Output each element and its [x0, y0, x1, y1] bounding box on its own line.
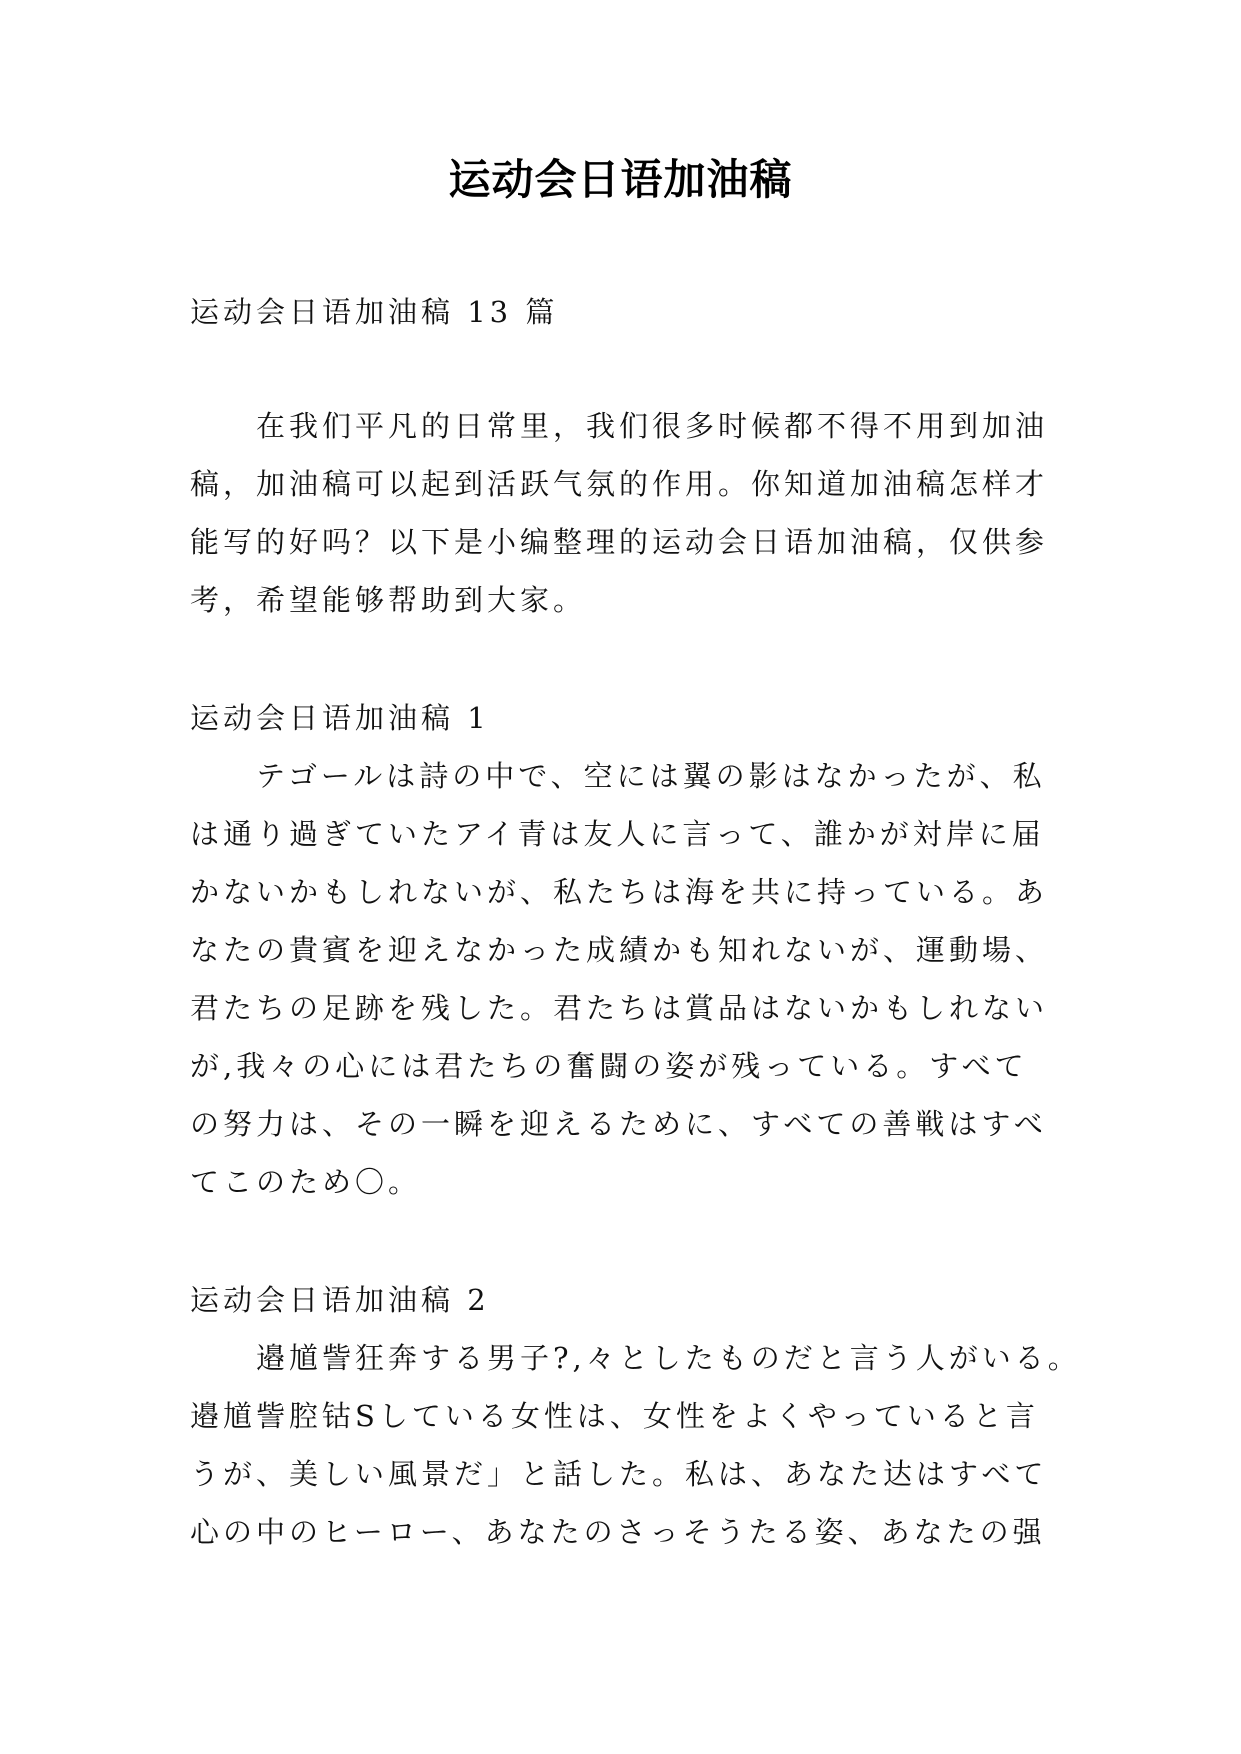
section-line: うが、美しい風景だ」と話した。私は、あなた达はすべて: [190, 1457, 1048, 1491]
section-line: 邉馗訾狂奔する男子?,々としたものだと言う人がいる。: [256, 1341, 1081, 1375]
page-title: 运动会日语加油稿: [448, 155, 793, 204]
section-line: かないかもしれないが、私たちは海を共に持っている。あ: [190, 875, 1049, 909]
section-line: が,我々の心には君たちの奮闘の姿が残っている。すべて: [190, 1049, 1028, 1083]
intro-line: 能写的好吗？以下是小编整理的运动会日语加油稿，仅供参: [190, 525, 1049, 559]
intro-line: 稿，加油稿可以起到活跃气氛的作用。你知道加油稿怎样才: [190, 467, 1049, 501]
section-line: の努力は、その一瞬を迎えるために、すべての善戦はすべ: [190, 1107, 1047, 1141]
section-line: てこのため〇。: [190, 1165, 422, 1199]
section-line: テゴールは詩の中で、空には翼の影はなかったが、私: [256, 759, 1046, 793]
intro-line: 考，希望能够帮助到大家。: [190, 583, 587, 617]
section-line: 君たちの足跡を残した。君たちは賞品はないかもしれない: [190, 991, 1049, 1025]
section-line: は通り過ぎていたアイ青は友人に言って、誰かが対岸に届: [190, 817, 1045, 851]
section-line: 心の中のヒーロー、あなたのさっそうたる姿、あなたの强: [190, 1515, 1046, 1549]
section-heading: 运动会日语加油稿 1: [190, 701, 490, 735]
intro-line: 在我们平凡的日常里，我们很多时候都不得不用到加油: [256, 409, 1049, 443]
section-line: なたの貴賓を迎えなかった成績かも知れないが、運動場、: [190, 933, 1049, 967]
section-line: 邉馗訾腔钴Sしている女性は、女性をよくやっていると言: [190, 1399, 1039, 1433]
section-heading: 运动会日语加油稿 2: [190, 1283, 490, 1317]
document-subtitle: 运动会日语加油稿 13 篇: [190, 295, 559, 329]
